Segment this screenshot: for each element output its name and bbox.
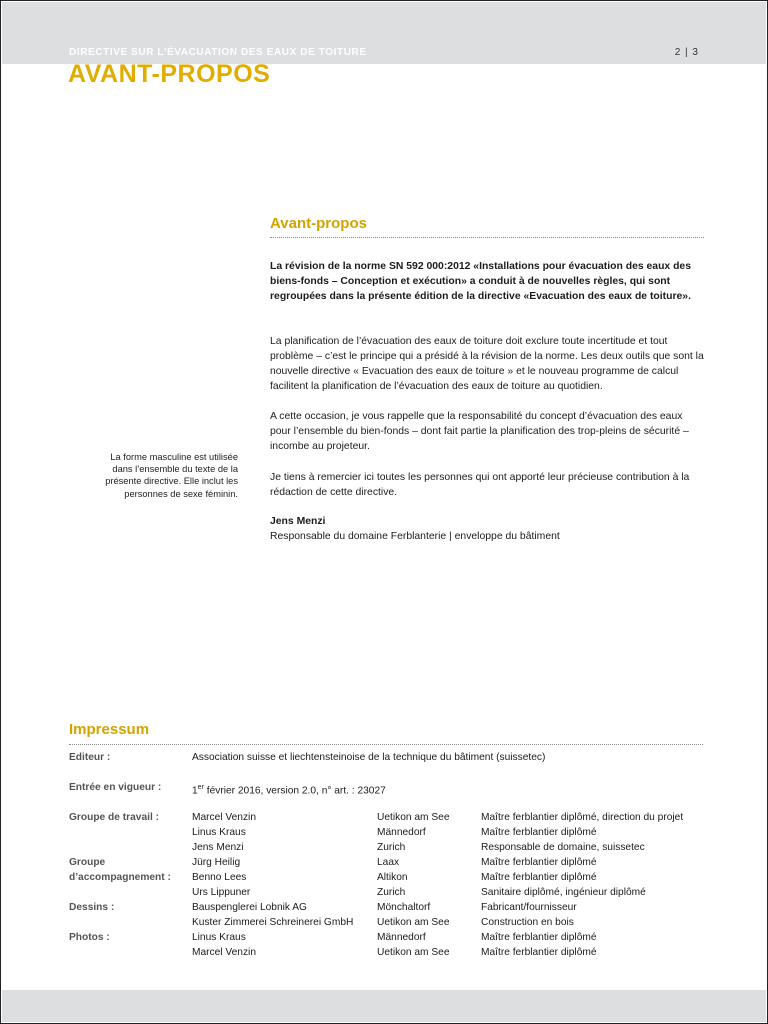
member-name: Bauspenglerei Lobnik AG [192, 902, 307, 913]
member-name: Marcel Venzin [192, 812, 256, 823]
member-place: Uetikon am See [377, 917, 450, 928]
member-place: Laax [377, 857, 400, 868]
support-group-label-2: d’accompagnement : [69, 872, 171, 883]
member-place: Mönchaltorf [377, 902, 431, 913]
foreword-divider [270, 237, 704, 238]
running-head: DIRECTIVE SUR L’ÉVACUATION DES EAUX DE TOITURE [69, 47, 367, 58]
foreword-lead-text: La révision de la norme SN 592 000:2012 «Installations pour évacuation des eaux des biens-fonds – Conception et exécution» a conduit à de nouvelles règles, qui sont regroupées dans la présente édition de la directive «Evacuation des eaux de toiture». [270, 261, 691, 302]
editor-label: Editeur : [69, 752, 111, 763]
foreword-paragraph-2: A cette occasion, je vous rappelle que la responsabilité du concept d’évacuation des eaux pour l’ensemble du bien-fonds – dont fait partie la planification des trop-pleins de sécurité – incombe au projeteur. [270, 411, 689, 452]
member-place: Uetikon am See [377, 947, 450, 958]
member-place: Männedorf [377, 932, 426, 943]
impressum-divider [69, 744, 703, 745]
signature-name: Jens Menzi [270, 516, 326, 527]
member-role: Maître ferblantier diplômé [481, 827, 597, 838]
member-role: Maître ferblantier diplômé [481, 947, 597, 958]
member-name: Kuster Zimmerei Schreinerei GmbH [192, 917, 354, 928]
member-name: Benno Lees [192, 872, 247, 883]
foreword-paragraph-3: Je tiens à remercier ici toutes les personnes qui ont apporté leur précieuse contribution à la rédaction de cette directive. [270, 472, 690, 498]
entry-rest: février 2016, version 2.0, n° art. : 23027 [203, 785, 386, 797]
gender-sidenote: La forme masculine est utilisée dans l’ensemble du texte de la présente directive. Elle inclut les personnes de sexe féminin. [105, 452, 238, 499]
member-name: Urs Lippuner [192, 887, 251, 898]
member-place: Männedorf [377, 827, 426, 838]
foreword-lead [270, 259, 705, 304]
member-role: Maître ferblantier diplômé, direction du projet [481, 812, 684, 823]
foreword-heading: Avant-propos [270, 215, 367, 232]
page-number: 2 | 3 [674, 47, 699, 58]
photos-label: Photos : [69, 932, 110, 943]
working-group-label: Groupe de travail : [69, 812, 160, 823]
member-place: Zurich [377, 842, 406, 853]
member-role: Maître ferblantier diplômé [481, 857, 597, 868]
member-role: Maître ferblantier diplômé [481, 872, 597, 883]
member-role: Construction en bois [481, 917, 574, 928]
member-name: Linus Kraus [192, 932, 246, 943]
impressum-heading: Impressum [69, 721, 150, 738]
entry-value [192, 780, 386, 798]
member-place: Zurich [377, 887, 406, 898]
member-name: Jens Menzi [192, 842, 244, 853]
page-title: AVANT-PROPOS [68, 60, 271, 88]
member-name: Linus Kraus [192, 827, 246, 838]
member-role: Sanitaire diplômé, ingénieur diplômé [481, 887, 646, 898]
member-place: Altikon [377, 872, 408, 883]
signature-role: Responsable du domaine Ferblanterie | enveloppe du bâtiment [270, 531, 560, 542]
member-name: Marcel Venzin [192, 947, 256, 958]
editor-value: Association suisse et liechtensteinoise de la technique du bâtiment (suissetec) [192, 752, 546, 763]
entry-sup: er [197, 784, 204, 791]
footer-band [2, 990, 766, 1022]
entry-day: 1 [192, 785, 198, 797]
entry-label: Entrée en vigueur : [69, 782, 162, 793]
member-role: Responsable de domaine, suissetec [481, 842, 645, 853]
drawings-label: Dessins : [69, 902, 115, 913]
member-role: Fabricant/fournisseur [481, 902, 577, 913]
member-role: Maître ferblantier diplômé [481, 932, 597, 943]
member-name: Jürg Heilig [192, 857, 241, 868]
foreword-paragraph-1: La planification de l’évacuation des eaux de toiture doit exclure toute incertitude et tout problème – c’est le principe qui a présidé à la révision de la norme. Les deux outils que sont la nouvelle directive « Evacuation des eaux de toiture » et le nouveau programme de calcul facilitent la planification de l’évacuation des eaux de toiture au quotidien. [270, 336, 704, 392]
support-group-label-1: Groupe [69, 857, 106, 868]
member-place: Uetikon am See [377, 812, 450, 823]
